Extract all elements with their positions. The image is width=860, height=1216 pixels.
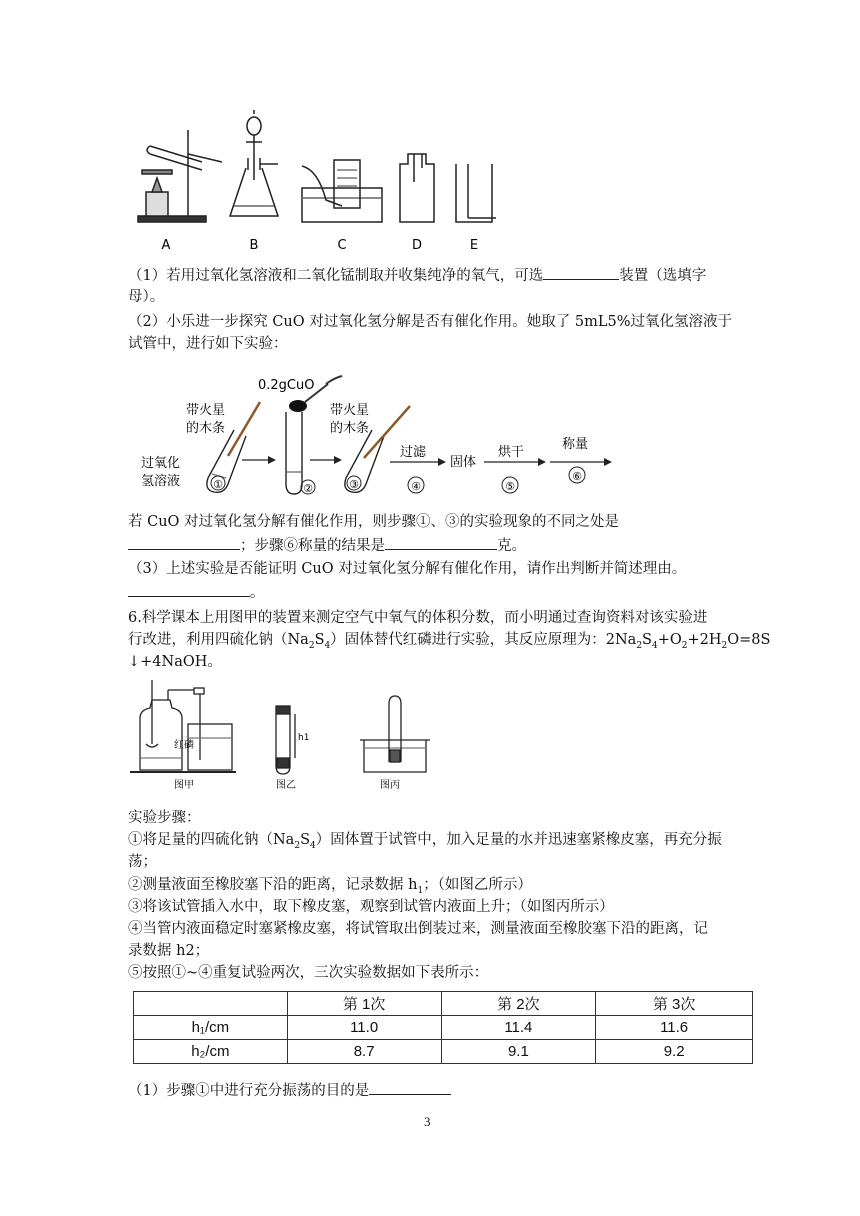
table-header-row: [134, 992, 753, 1016]
svg-text:①: ①: [213, 478, 223, 491]
table-cell: 11.4: [441, 1016, 596, 1040]
svg-text:⑤: ⑤: [505, 480, 515, 493]
answer-blank[interactable]: [128, 535, 240, 550]
table-header-cell: 第 3次: [596, 992, 753, 1016]
question-3-line2: 。: [128, 582, 265, 603]
label-b: B: [249, 238, 259, 253]
answer-blank[interactable]: [543, 265, 619, 280]
table-row: [134, 1016, 753, 1040]
question-2-answer-line2: ；步骤⑥称量的结果是 克。: [128, 535, 526, 556]
svg-text:称量: 称量: [562, 437, 589, 452]
question-6-line3: ↓+4NaOH。: [128, 654, 222, 670]
answer-blank[interactable]: [385, 535, 497, 550]
answer-blank[interactable]: [369, 1080, 451, 1095]
svg-text:④: ④: [411, 480, 421, 493]
apparatus-a: [138, 130, 222, 222]
question-1-line2: 母）。: [128, 289, 165, 305]
table-cell: 8.7: [287, 1040, 441, 1064]
test-tube-2: [286, 412, 302, 494]
step-3: ③将该试管插入水中，取下橡皮塞，观察到试管内液面上升；（如图丙所示）: [128, 899, 614, 915]
question-3-line1: （3）上述实验是否能证明 CuO 对过氧化氢分解有催化作用，请作出判断并简述理由。: [128, 561, 687, 577]
page-number: 3: [424, 1114, 431, 1129]
figure-gas-apparatus: [130, 108, 510, 258]
question-2-answer-line1: 若 CuO 对过氧化氢分解有催化作用，则步骤①、③的实验现象的不同之处是: [128, 514, 620, 530]
svg-text:过氧化: 过氧化: [141, 456, 181, 471]
apparatus-yi: [276, 706, 295, 774]
question-6-1: （1）步骤①中进行充分振荡的目的是: [128, 1080, 451, 1101]
svg-text:带火星: 带火星: [186, 403, 226, 418]
svg-text:的木条: 的木条: [330, 421, 370, 436]
label-a: A: [161, 238, 171, 253]
question-2-line1: （2）小乐进一步探究 CuO 对过氧化氢分解是否有催化作用。她取了 5mL5%过氧化氢溶液于: [128, 314, 732, 330]
row-label: h₂/cm: [134, 1040, 288, 1064]
figure-oxygen-measurement: [130, 680, 450, 792]
apparatus-e: [456, 164, 496, 222]
svg-text:③: ③: [349, 478, 359, 491]
table-cell: 9.1: [441, 1040, 596, 1064]
step-2: ②测量液面至橡胶塞下沿的距离，记录数据 $h_1$；（如图乙所示）: [128, 877, 532, 896]
svg-text:氢溶液: 氢溶液: [141, 474, 181, 489]
table-cell: 11.0: [287, 1016, 441, 1040]
question-6-line1: 6.科学课本上用图甲的装置来测定空气中氧气的体积分数，而小明通过查询资料对该实验进: [128, 610, 708, 626]
step-5: ⑤按照①~④重复试验两次，三次实验数据如下表所示：: [128, 965, 489, 981]
table-cell: 9.2: [596, 1040, 753, 1064]
step-1-line1: ①将足量的四硫化钠$(Na_2S_4)$固体置于试管中，加入足量的水并迅速塞紧橡皮塞，再充分振: [128, 832, 722, 851]
step-1-line2: 荡；: [128, 854, 157, 870]
svg-text:②: ②: [303, 482, 313, 495]
svg-text:h1: h1: [298, 733, 310, 743]
table-header-cell: 第 2次: [441, 992, 596, 1016]
table-header-cell: 第 1次: [287, 992, 441, 1016]
answer-blank[interactable]: [128, 582, 250, 597]
steps-title: 实验步骤：: [128, 810, 201, 826]
step-4-line2: 录数据 h2；: [128, 943, 210, 959]
svg-text:⑥: ⑥: [572, 470, 582, 483]
label-e: E: [469, 238, 479, 253]
data-table: [133, 991, 753, 1064]
apparatus-c: [302, 160, 382, 222]
svg-text:图乙: 图乙: [276, 780, 296, 791]
svg-text:图丙: 图丙: [380, 780, 400, 791]
step-4-line1: ④当管内液面稳定时塞紧橡皮塞，将试管取出倒装过来，测量液面至橡胶塞下沿的距离，记: [128, 921, 708, 937]
apparatus-d: [400, 154, 434, 222]
svg-text:红磷: 红磷: [174, 740, 194, 751]
row-label: h₁/cm: [134, 1016, 288, 1040]
question-1-line1: （1）若用过氧化氢溶液和二氧化锰制取并收集纯净的氧气，可选 装置（选填字: [128, 265, 706, 286]
question-2-line2: 试管中，进行如下实验：: [128, 336, 288, 352]
label-d: D: [411, 238, 423, 253]
question-6-line2: 行改进，利用四硫化钠$(Na_2S_4)$固体替代红磷进行实验，其反应原理为：$2Na_2S_4+O_2+2H_2O=8S$: [128, 632, 771, 651]
label-c: C: [337, 238, 347, 253]
svg-text:图甲: 图甲: [174, 780, 194, 791]
table-header-cell: [134, 992, 288, 1016]
splint-1: [228, 402, 260, 456]
figure-cuo-experiment: [138, 362, 628, 502]
apparatus-jia: [130, 680, 236, 772]
svg-text:的木条: 的木条: [186, 421, 226, 436]
table-cell: 11.6: [596, 1016, 753, 1040]
svg-text:过滤: 过滤: [400, 445, 427, 460]
cuo-label: 0.2gCuO: [258, 378, 315, 393]
svg-text:固体: 固体: [450, 455, 477, 470]
svg-text:烘干: 烘干: [498, 445, 525, 460]
svg-text:带火星: 带火星: [330, 403, 370, 418]
apparatus-bing: [360, 696, 430, 772]
table-row: [134, 1040, 753, 1064]
apparatus-b: [230, 110, 278, 216]
cuo-powder: [289, 400, 307, 412]
